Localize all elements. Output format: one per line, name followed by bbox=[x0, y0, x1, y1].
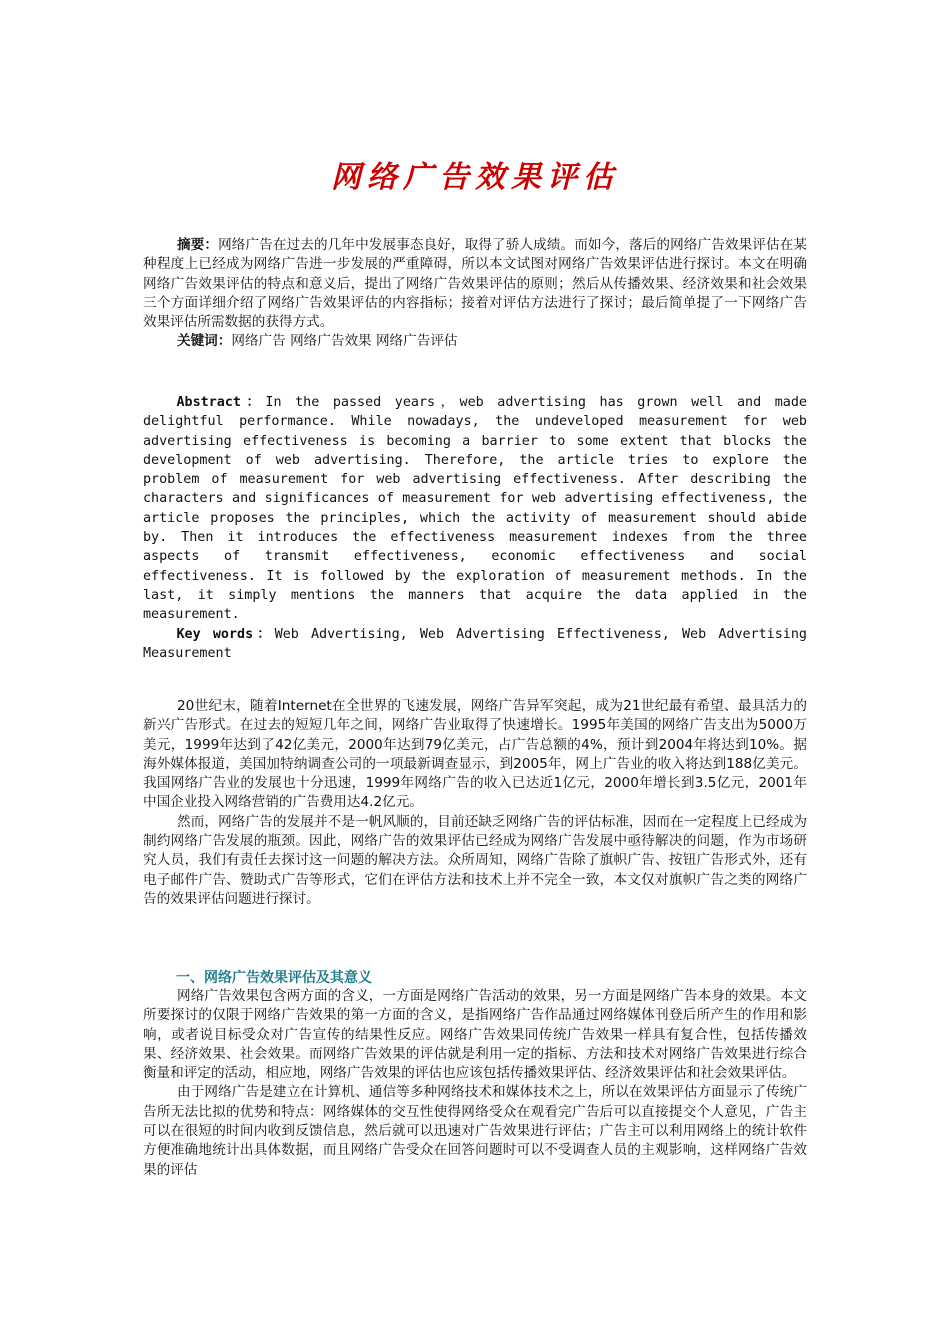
section-heading: 一、网络广告效果评估及其意义 bbox=[176, 970, 372, 986]
keywords-en-label: Key words： bbox=[176, 626, 275, 642]
abstract-en bbox=[143, 393, 807, 663]
abstract-cn-text: 网络广告在过去的几年中发展事态良好，取得了骄人成绩。而如今，落后的网络广告效果评估在某种程度上已经成为网络广告进一步发展的严重障碍，所以本文试图对网络广告效果评估进行探讨。本文在明确网络广告效果评估的特点和意义后，提出了网络广告效果评估的原则；然后从传播效果、经济效果和社会效果三个方面详细介绍了网络广告效果评估的内容指标；接着对评估方法进行了探讨；最后简单提了一下网络广告效果评估所需数据的获得方式。 bbox=[143, 237, 807, 331]
section-1-paragraph-1: 网络广告效果包含两方面的含义，一方面是网络广告活动的效果，另一方面是网络广告本身的效果。本文所要探讨的仅限于网络广告效果的第一方面的含义，是指网络广告作品通过网络媒体刊登后所产生的作用和影响，或者说目标受众对广告宣传的结果性反应。网络广告效果同传统广告效果一样具有复合性，包括传播效果、经济效果、社会效果。而网络广告效果的评估就是利用一定的指标、方法和技术对网络广告效果进行综合衡量和评定的活动，相应地，网络广告效果的评估也应该包括传播效果评估、经济效果评估和社会效果评估。 bbox=[143, 988, 807, 1082]
section-1-paragraph-2: 由于网络广告是建立在计算机、通信等多种网络技术和媒体技术之上，所以在效果评估方面显示了传统广告所无法比拟的优势和特点：网络媒体的交互性使得网络受众在观看完广告后可以直接提交个人意见，广告主可以在很短的时间内收到反馈信息，然后就可以迅速对广告效果进行评估；广告主可以利用网络上的统计软件方便准确地统计出具体数据，而且网络广告受众在回答问题时可以不受调查人员的主观影响，这样网络广告效果的评估 bbox=[143, 1084, 807, 1178]
keywords-en-text: Web Advertising, Web Advertising Effectiveness, Web Advertising Measurement bbox=[143, 626, 807, 661]
abstract-en-text: In the passed years，web advertising has grown well and made delightful performance. While nowadays, the undeveloped measurement for web advertising effectiveness is becoming a barrier to some extent that blocks the development of web advertising. Therefore, the article tries to explore the problem of measurement for web advertising effectiveness. After describing the characters and significances of measurement for web advertising effectiveness, the article proposes the principles, which the activity of measurement should abide by. Then it introduces the effectiveness measurement indexes from the three aspects of transmit effectiveness, economic effectiveness and social effectiveness. It is followed by the exploration of measurement methods. In the last, it simply mentions the manners that acquire the data applied in the measurement. bbox=[143, 395, 807, 623]
intro-paragraph-1: 20世纪末，随着Internet在全世界的飞速发展，网络广告异军突起，成为21世纪最有希望、最具活力的新兴广告形式。在过去的短短几年之间，网络广告业取得了快速增长。1995年美国的网络广告支出为5000万美元，1999年达到了42亿美元，2000年达到79亿美元，占广告总额的4%，预计到2004年将达到10%。据海外媒体报道，美国加特纳调查公司的一项最新调查显示，到2005年，网上广告业的收入将达到188亿美元。我国网络广告业的发展也十分迅速，1999年网络广告的收入已达近1亿元，2000年增长到3.5亿元，2001年中国企业投入网络营销的广告费用达4.2亿元。 bbox=[143, 698, 807, 811]
keywords-cn-label: 关键词： bbox=[177, 333, 232, 350]
keywords-cn-text: 网络广告 网络广告效果 网络广告评估 bbox=[231, 333, 458, 350]
paper-title: 网络广告效果评估 bbox=[331, 161, 619, 194]
abstract-cn bbox=[143, 236, 807, 352]
intro-paragraph-2: 然而，网络广告的发展并不是一帆风顺的，目前还缺乏网络广告的评估标准，因而在一定程度上已经成为制约网络广告发展的瓶颈。因此，网络广告的效果评估已经成为网络广告发展中亟待解决的问题，作为市场研究人员，我们有责任去探讨这一问题的解决方法。众所周知，网络广告除了旗帜广告、按钮广告形式外，还有电子邮件广告、赞助式广告等形式，它们在评估方法和技术上并不完全一致，本文仅对旗帜广告之类的网络广告的效果评估问题进行探讨。 bbox=[143, 813, 807, 907]
abstract-cn-paragraph bbox=[143, 236, 807, 332]
intro-section bbox=[143, 697, 807, 909]
keywords-en-paragraph bbox=[143, 625, 807, 664]
keywords-cn-paragraph bbox=[143, 332, 807, 351]
abstract-en-paragraph bbox=[143, 393, 807, 625]
abstract-cn-label: 摘要： bbox=[177, 237, 219, 253]
abstract-en-label: Abstract： bbox=[176, 395, 266, 410]
section-1-body bbox=[143, 987, 807, 1180]
